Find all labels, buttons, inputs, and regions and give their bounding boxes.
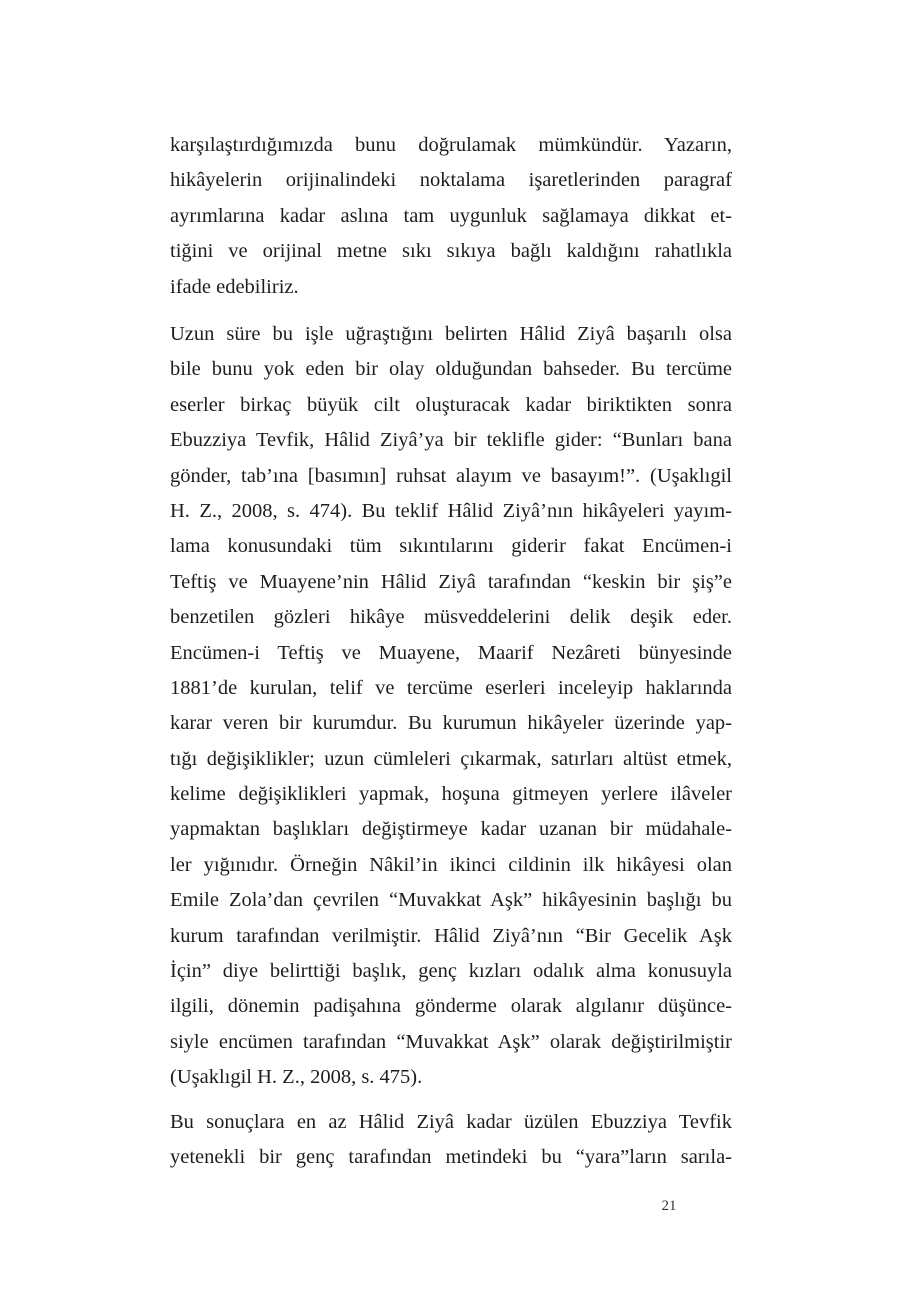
text-line: H. Z., 2008, s. 474). Bu teklif Hâlid Ziyâ’nın hikâyeleri yayım- xyxy=(170,499,732,522)
text-line: ler yığınıdır. Örneğin Nâkil’in ikinci cildinin ilk hikâyesi olan xyxy=(170,853,732,876)
text-line: Bu sonuçlara en az Hâlid Ziyâ kadar üzülen Ebuzziya Tevfik xyxy=(170,1111,732,1133)
text-line: kelime değişiklikleri yapmak, hoşuna gitmeyen yerlere ilâveler xyxy=(170,783,732,806)
text-line: ifade edebiliriz. xyxy=(170,275,299,298)
text-line: kurum tarafından verilmiştir. Hâlid Ziyâ’nın “Bir Gecelik Aşk xyxy=(170,924,732,947)
text-line: benzetilen gözleri hikâye müsveddelerini delik deşik eder. xyxy=(170,606,732,629)
text-line: tığı değişiklikler; uzun cümleleri çıkarmak, satırları altüst etmek, xyxy=(170,747,732,770)
paragraph-2 xyxy=(170,317,732,1096)
text-line: Emile Zola’dan çevrilen “Muvakkat Aşk” hikâyesinin başlığı bu xyxy=(170,889,732,912)
paragraph-1 xyxy=(170,128,732,305)
text-line: Ebuzziya Tevfik, Hâlid Ziyâ’ya bir teklifle gider: “Bunları bana xyxy=(170,429,732,452)
text-line: ilgili, dönemin padişahına gönderme olarak algılanır düşünce- xyxy=(170,995,732,1018)
text-line: 1881’de kurulan, telif ve tercüme eserleri inceleyip haklarında xyxy=(170,676,732,699)
text-line: lama konusundaki tüm sıkıntılarını giderir fakat Encümen-i xyxy=(170,535,732,558)
paragraph-3 xyxy=(170,1105,732,1176)
text-line: bile bunu yok eden bir olay olduğundan bahseder. Bu tercüme xyxy=(170,358,732,381)
text-line: siyle encümen tarafından “Muvakkat Aşk” olarak değiştirilmiştir xyxy=(170,1030,732,1053)
text-line: yetenekli bir genç tarafından metindeki bu “yara”ların sarıla- xyxy=(170,1146,732,1169)
text-line: eserler birkaç büyük cilt oluşturacak kadar biriktikten sonra xyxy=(170,393,732,416)
page-number: 21 xyxy=(661,1198,677,1214)
text-line: Encümen-i Teftiş ve Muayene, Maarif Nezâreti bünyesinde xyxy=(170,641,732,664)
text-line: (Uşaklıgil H. Z., 2008, s. 475). xyxy=(170,1066,423,1089)
text-line: ayrımlarına kadar aslına tam uygunluk sağlamaya dikkat et- xyxy=(170,204,732,227)
text-line: yapmaktan başlıkları değiştirmeye kadar uzanan bir müdahale- xyxy=(170,818,732,841)
text-line: Teftiş ve Muayene’nin Hâlid Ziyâ tarafından “keskin bir şiş”e xyxy=(170,570,732,593)
text-line: karşılaştırdığımızda bunu doğrulamak mümkündür. Yazarın, xyxy=(170,134,732,156)
text-line: karar veren bir kurumdur. Bu kurumun hikâyeler üzerinde yap- xyxy=(170,712,732,735)
text-line: gönder, tab’ına [basımın] ruhsat alayım ve basayım!”. (Uşaklıgil xyxy=(170,464,732,487)
text-line: tiğini ve orijinal metne sıkı sıkıya bağlı kaldığını rahatlıkla xyxy=(170,240,732,263)
text-line: hikâyelerin orijinalindeki noktalama işaretlerinden paragraf xyxy=(170,169,732,192)
text-line: İçin” diye belirttiği başlık, genç kızları odalık alma konusuyla xyxy=(170,960,732,983)
text-line: Uzun süre bu işle uğraştığını belirten Hâlid Ziyâ başarılı olsa xyxy=(170,323,732,345)
